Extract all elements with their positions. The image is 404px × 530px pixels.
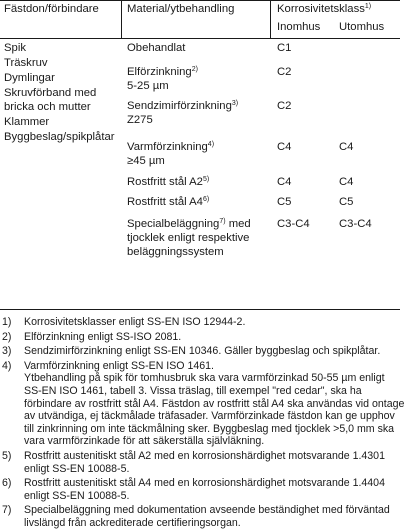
indoor-class: C3-C4 bbox=[277, 218, 310, 230]
header-outdoor: Utomhus bbox=[339, 21, 385, 33]
footnote-line: Sendzimirförzinkning enligt SS-EN 10346. Gäller byggbeslag och spikplåtar. bbox=[24, 345, 381, 358]
header-corrosivity-label: Korrosivitetsklass bbox=[277, 3, 365, 15]
footnote-ref: 1) bbox=[364, 3, 372, 10]
material-spec: ≥45 µm bbox=[127, 155, 165, 167]
material-name: Specialbeläggning bbox=[127, 218, 220, 230]
material-spec: beläggningssystem bbox=[127, 246, 224, 258]
fastener-item: bricka och mutter bbox=[4, 101, 91, 113]
material-cell bbox=[127, 100, 238, 114]
footnote-number: 7) bbox=[2, 504, 12, 517]
header-indoor: Inomhus bbox=[277, 21, 321, 33]
material-name: Elförzinkning bbox=[127, 66, 192, 78]
header-fastener: Fästdon/förbindare bbox=[4, 3, 99, 15]
table-bottom-rule bbox=[0, 309, 400, 310]
footnote-number: 6) bbox=[2, 477, 12, 490]
indoor-class: C4 bbox=[277, 141, 292, 153]
material-name: Varmförzinkning bbox=[127, 141, 208, 153]
material-spec: tjocklek enligt respektive bbox=[127, 232, 250, 244]
fastener-item: Klammer bbox=[4, 116, 50, 128]
table-top-rule bbox=[0, 0, 400, 1]
footnote-number: 3) bbox=[2, 345, 12, 358]
table-header-rule bbox=[0, 38, 400, 39]
outdoor-class: C4 bbox=[339, 176, 354, 188]
fastener-item: Spik bbox=[4, 42, 26, 54]
footnote-line: av utvändiga, ej täckmålade träfasader. Varmförzinkade fästdon kan ge upphov bbox=[24, 410, 395, 423]
material-name: Sendzimirförzinkning bbox=[127, 100, 232, 112]
footnote-number: 4) bbox=[2, 359, 12, 372]
footnote-line: Korrosivitetsklasser enligt SS-EN ISO 12944-2. bbox=[24, 316, 246, 328]
fastener-item: Dymlingar bbox=[4, 72, 55, 84]
footnote-ref: 4) bbox=[207, 141, 215, 148]
indoor-class: C1 bbox=[277, 42, 292, 54]
material-cell bbox=[127, 141, 214, 155]
footnote-text bbox=[24, 359, 404, 448]
fastener-item: Träskruv bbox=[4, 57, 48, 69]
material-cell bbox=[127, 66, 198, 80]
footnote-ref: 2) bbox=[191, 66, 198, 73]
footnote-line: Ytbehandling på spik för tomhusbruk ska vara varmförzinkad 50-55 µm enligt bbox=[24, 372, 385, 385]
footnote-text bbox=[24, 504, 396, 529]
material-name: Rostfritt stål A4 bbox=[127, 196, 203, 208]
header-corrosivity bbox=[277, 3, 371, 17]
material-cell bbox=[127, 176, 209, 190]
footnote-line: Rostfritt austenitiskt stål A4 med en korrosionshärdighet motsvarande 1.4404 bbox=[24, 477, 385, 490]
fastener-item: Byggbeslag/spikplåtar bbox=[4, 131, 115, 143]
material-spec: 5-25 µm bbox=[127, 80, 169, 92]
footnote-line: livslängd från ackrediterade certifieringsorgan. bbox=[24, 516, 241, 529]
outdoor-class: C3-C4 bbox=[339, 218, 372, 230]
material-cell bbox=[127, 196, 209, 210]
footnote-line: Elförzinkning enligt SS-ISO 2081. bbox=[24, 330, 182, 343]
header-material: Material/ytbehandling bbox=[127, 3, 235, 15]
footnote-text bbox=[24, 477, 396, 502]
footnote-text bbox=[24, 331, 396, 344]
footnote-ref: 3) bbox=[231, 100, 239, 107]
outdoor-class: C4 bbox=[339, 141, 354, 153]
indoor-class: C4 bbox=[277, 176, 292, 188]
footnote-text bbox=[24, 316, 396, 329]
footnote-line: Rostfritt austenitiskt stål A2 med en korrosionshärdighet motsvarande 1.4301 bbox=[24, 450, 385, 462]
footnote-line: Varmförzinkning enligt SS-EN ISO 1461. bbox=[24, 359, 214, 372]
footnote-line: vara varmförzinkade för att säkerställa självläkning. bbox=[24, 435, 265, 448]
indoor-class: C5 bbox=[277, 196, 292, 208]
material-cell bbox=[127, 218, 251, 232]
header-column-separator bbox=[270, 0, 271, 38]
fastener-item: Skruvförband med bbox=[4, 87, 97, 99]
material-name: Rostfritt stål A2 bbox=[127, 176, 203, 188]
material-spec: Z275 bbox=[127, 114, 153, 126]
outdoor-class: C5 bbox=[339, 196, 354, 208]
footnote-text bbox=[24, 345, 396, 358]
indoor-class: C2 bbox=[277, 100, 292, 112]
footnote-ref: 5) bbox=[202, 176, 210, 183]
footnote-line: till zinkrinning om inte täckmålning sker. Byggbeslag med tjocklek >5,0 mm ska bbox=[24, 422, 395, 435]
footnote-ref: 7) bbox=[219, 218, 226, 225]
footnote-number: 2) bbox=[2, 330, 12, 343]
footnote-number: 5) bbox=[2, 450, 12, 462]
footnote-line: SS-EN ISO 1461, tabell 3. Vissa träslag, till exempel "red cedar", ska ha bbox=[24, 384, 362, 397]
material-cell: Obehandlat bbox=[127, 42, 186, 54]
footnote-number: 1) bbox=[2, 316, 12, 328]
footnote-line: förbindare av rostfritt stål A4. Fästdon av rostfritt stål A4 ska användas vid ontage bbox=[24, 397, 404, 410]
footnote-line: enligt SS-EN 10088-5. bbox=[24, 462, 130, 475]
footnote-ref: 6) bbox=[202, 196, 210, 203]
footnote-line: enligt SS-EN 10088-5. bbox=[24, 489, 130, 502]
indoor-class: C2 bbox=[277, 66, 292, 78]
header-column-separator bbox=[121, 0, 122, 38]
footnote-line: Specialbeläggning med dokumentation avseende beständighet med förväntad bbox=[24, 504, 390, 517]
material-name-suffix: med bbox=[225, 218, 251, 230]
footnote-text bbox=[24, 450, 396, 475]
